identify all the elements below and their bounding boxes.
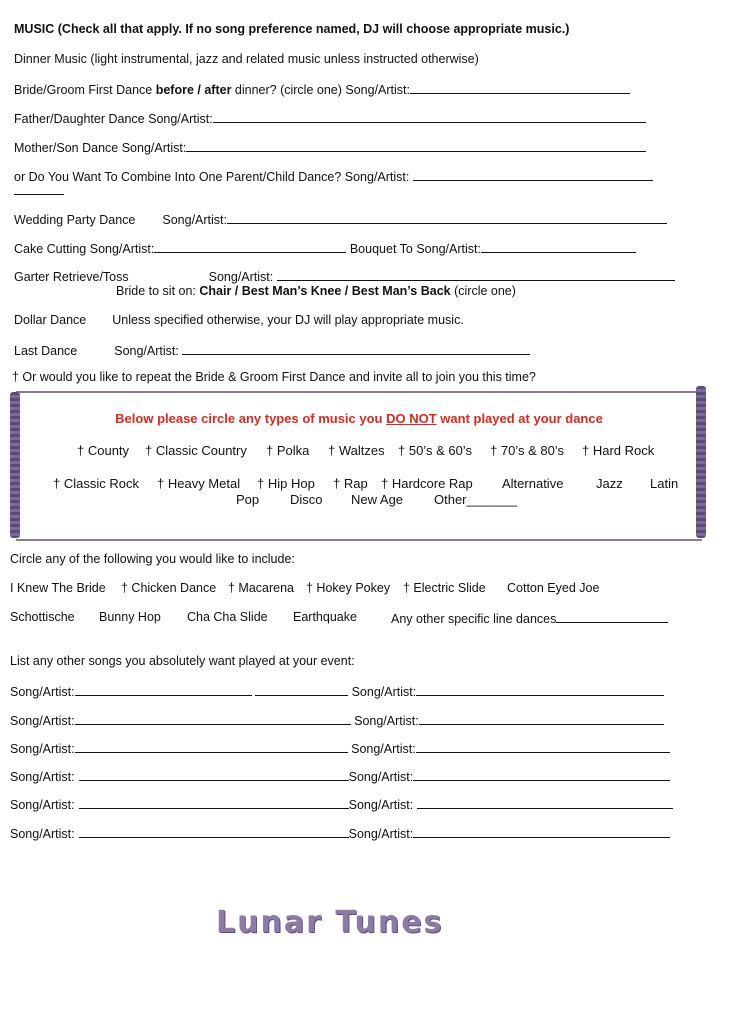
combine-blank[interactable] xyxy=(413,168,653,181)
song-blank[interactable] xyxy=(413,825,670,838)
song-row: Song/Artist: Song/Artist: xyxy=(10,740,670,756)
combine-dance-line: or Do You Want To Combine Into One Parent/Child Dance? Song/Artist: xyxy=(14,168,653,184)
last-dance-blank[interactable] xyxy=(182,342,530,355)
cake-blank[interactable] xyxy=(154,240,346,253)
father-daughter-blank[interactable] xyxy=(213,110,646,123)
genre-pop[interactable]: Pop xyxy=(236,492,260,507)
song-blank[interactable] xyxy=(75,740,348,753)
genre-alternative[interactable]: Alternative xyxy=(502,476,564,491)
box-brush-edge-right xyxy=(696,386,706,538)
genre-hardcore-rap[interactable]: † Hardcore Rap xyxy=(381,476,473,491)
song-blank[interactable] xyxy=(79,796,349,809)
song-blank[interactable] xyxy=(413,768,670,781)
song-blank[interactable] xyxy=(417,796,673,809)
dance-macarena[interactable]: † Macarena xyxy=(228,581,295,595)
genre-70s-80s[interactable]: † 70’s & 80’s xyxy=(490,443,564,458)
song-row: Song/Artist: Song/Artist: xyxy=(10,825,670,841)
genre-classic-country[interactable]: † Classic Country xyxy=(145,443,247,458)
repeat-first-dance-line[interactable]: † Or would you like to repeat the Bride & Groom First Dance and invite all to join you this time? xyxy=(12,370,536,384)
section-header: MUSIC (Check all that apply. If no song preference named, DJ will choose appropriate music.) xyxy=(14,22,570,36)
first-dance-line: Bride/Groom First Dance before / after dinner? (circle one) Song/Artist: xyxy=(14,81,630,97)
genre-polka[interactable]: † Polka xyxy=(266,443,310,458)
dance-electric-slide[interactable]: † Electric Slide xyxy=(403,581,486,595)
song-blank[interactable] xyxy=(79,825,349,838)
genre-disco[interactable]: Disco xyxy=(290,492,323,507)
garter-line: Garter Retrieve/Toss Song/Artist: xyxy=(14,268,675,284)
list-intro: List any other songs you absolutely want played at your event: xyxy=(10,654,355,668)
genre-new-age[interactable]: New Age xyxy=(351,492,404,507)
song-blank[interactable] xyxy=(75,712,351,725)
genre-county[interactable]: † County xyxy=(77,443,130,458)
garter-blank[interactable] xyxy=(277,268,675,281)
genre-latin[interactable]: Latin xyxy=(650,476,679,491)
dollar-dance-line: Dollar Dance Unless specified otherwise, your DJ will play appropriate music. xyxy=(14,313,464,327)
song-blank[interactable] xyxy=(419,712,664,725)
song-blank[interactable] xyxy=(79,768,349,781)
genre-hip-hop[interactable]: † Hip Hop xyxy=(257,476,315,491)
bride-sit-line: Bride to sit on: Chair / Best Man’s Knee / Best Man’s Back (circle one) xyxy=(116,284,516,298)
cake-bouquet-line: Cake Cutting Song/Artist: Bouquet To Song/Artist: xyxy=(14,240,636,256)
other-line-dances-blank[interactable] xyxy=(556,610,668,623)
last-dance-line: Last Dance Song/Artist: xyxy=(14,342,530,358)
wedding-party-blank[interactable] xyxy=(227,211,667,224)
other-line-dances: Any other specific line dances xyxy=(391,610,668,626)
song-row: Song/Artist: Song/Artist: xyxy=(10,712,664,728)
genre-jazz[interactable]: Jazz xyxy=(596,476,623,491)
dinner-music-line: Dinner Music (light instrumental, jazz and related music unless instructed otherwise) xyxy=(14,52,479,66)
genre-rap[interactable]: † Rap xyxy=(333,476,368,491)
dance-earthquake[interactable]: Earthquake xyxy=(293,610,357,624)
first-dance-blank[interactable] xyxy=(410,81,630,94)
song-blank[interactable] xyxy=(416,740,670,753)
mother-son-blank[interactable] xyxy=(186,139,646,152)
wedding-party-line: Wedding Party Dance Song/Artist: xyxy=(14,211,667,227)
song-blank[interactable] xyxy=(75,683,252,696)
song-blank[interactable] xyxy=(416,683,664,696)
genre-50s-60s[interactable]: † 50’s & 60’s xyxy=(398,443,472,458)
dance-bunny-hop[interactable]: Bunny Hop xyxy=(99,610,161,624)
exclusion-title: Below please circle any types of music you DO NOT want played at your dance xyxy=(115,411,603,426)
song-row: Song/Artist: Song/Artist: xyxy=(10,768,670,784)
song-blank[interactable] xyxy=(255,683,348,696)
bouquet-blank[interactable] xyxy=(481,240,636,253)
song-row: Song/Artist: Song/Artist: xyxy=(10,796,673,812)
song-row: Song/Artist: Song/Artist: xyxy=(10,683,664,699)
genre-waltzes[interactable]: † Waltzes xyxy=(328,443,385,458)
dance-cotton-eyed-joe[interactable]: Cotton Eyed Joe xyxy=(507,581,600,595)
dance-schottische[interactable]: Schottische xyxy=(10,610,75,624)
genre-other[interactable]: Other_______ xyxy=(434,492,518,507)
dance-cha-cha-slide[interactable]: Cha Cha Slide xyxy=(187,610,268,624)
lunar-tunes-logo: Lunar Tunes xyxy=(216,905,444,940)
father-daughter-line: Father/Daughter Dance Song/Artist: xyxy=(14,110,646,126)
dance-chicken-dance[interactable]: † Chicken Dance xyxy=(121,581,217,595)
dance-hokey-pokey[interactable]: † Hokey Pokey xyxy=(306,581,391,595)
circle-intro: Circle any of the following you would like to include: xyxy=(10,552,295,566)
genre-classic-rock[interactable]: † Classic Rock xyxy=(53,476,139,491)
dance-i-knew-the-bride[interactable]: I Knew The Bride xyxy=(10,581,106,595)
mother-son-line: Mother/Son Dance Song/Artist: xyxy=(14,139,646,155)
genre-heavy-metal[interactable]: † Heavy Metal xyxy=(157,476,241,491)
genre-hard-rock[interactable]: † Hard Rock xyxy=(582,443,655,458)
combine-blank-continuation[interactable] xyxy=(14,182,64,198)
